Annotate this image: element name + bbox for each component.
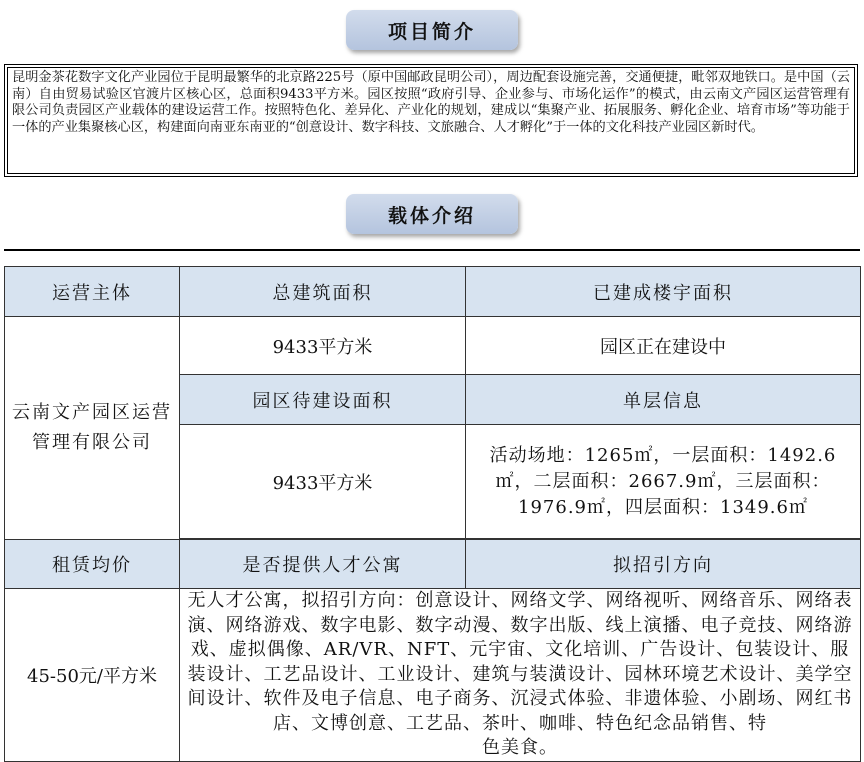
talent-apartment-header: 是否提供人才公寓: [180, 540, 466, 589]
pending-area-value: 9433平方米: [180, 425, 466, 539]
operator-value: 云南文产园区运营管理有限公司: [5, 317, 180, 540]
floor-info-value: 活动场地：1265㎡，一层面积：1492.6㎡，二层面积：2667.9㎡，三层面积：1976.9㎡，四层面积：1349.6㎡: [466, 425, 861, 539]
table-row: [5, 317, 861, 375]
table-row: [5, 267, 861, 317]
project-intro-text: 昆明金茶花数字文化产业园位于昆明最繁华的北京路225号（原中国邮政昆明公司），周边配套设施完善，交通便捷，毗邻双地铁口。是中国（云南）自由贸易试验区官渡片区核心区，总面积9433平方米。园区按照“政府引导、企业参与、市场化运作”的模式，由云南文产园区运营管理有限公司负责园区产业载体的建设运营工作。按照特色化、差异化、产业化的规划，建成以“集聚产业、拓展服务、孵化企业、培育市场”等功能于一体的产业集聚核心区，构建面向南亚东南亚的“创意设计、数字科技、文旅融合、人才孵化”于一体的文化科技产业园区新时代。: [7, 67, 855, 174]
divider-line: [4, 249, 860, 251]
rent-header: 租赁均价: [5, 540, 180, 589]
built-area-value: 园区正在建设中: [466, 317, 861, 375]
project-intro-title: [346, 10, 518, 50]
pending-area-header: 园区待建设面积: [180, 375, 466, 425]
built-area-header: 已建成楼宇面积: [466, 267, 861, 317]
carrier-intro-title: [346, 194, 518, 234]
table-row: [5, 589, 861, 762]
carrier-table: [4, 266, 861, 762]
floor-info-header: 单层信息: [466, 375, 861, 425]
rent-value: 45-50元/平方米: [5, 589, 180, 762]
target-direction-value: [180, 589, 861, 762]
project-intro-box: [4, 64, 858, 177]
target-direction-main: 无人才公寓，拟招引方向：创意设计、网络文学、网络视听、网络音乐、网络表演、网络游戏、数字电影、数字动漫、数字出版、线上演播、电子竞技、网络游戏、虚拟偶像、AR/VR、NFT、元宇宙、文化培训、广告设计、包装设计、服装设计、工艺品设计、工业设计、建筑与装潢设计、园林环境艺术设计、美学空间设计、软件及电子信息、电子商务、沉浸式体验、非遗体验、小剧场、网红书店、文博创意、工艺品、茶叶、咖啡、特色纪念品销售、特: [187, 590, 853, 734]
carrier-intro-title-text: 载体介绍: [387, 204, 476, 227]
table-row: [5, 540, 861, 589]
total-area-value: 9433平方米: [180, 317, 466, 375]
target-direction-header: 拟招引方向: [466, 540, 861, 589]
project-intro-title-text: 项目简介: [387, 20, 476, 43]
operator-header: 运营主体: [5, 267, 180, 317]
target-direction-tail: 色美食。: [482, 737, 558, 758]
total-area-header: 总建筑面积: [180, 267, 466, 317]
